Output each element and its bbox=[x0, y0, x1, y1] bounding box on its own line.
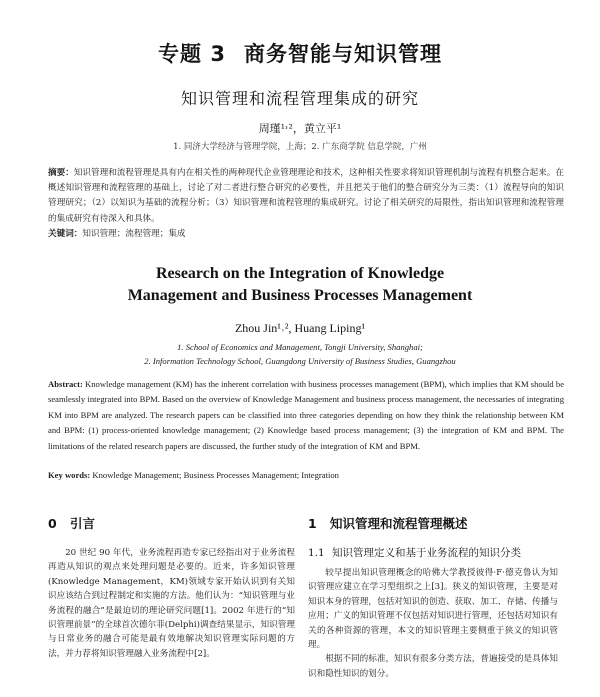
section-1-heading bbox=[308, 514, 558, 532]
section-0-heading bbox=[48, 514, 295, 532]
chinese-keywords-label: 关键词： bbox=[48, 228, 83, 239]
english-title-line2: Management and Business Processes Management bbox=[127, 287, 473, 304]
chinese-title: 知识管理和流程管理集成的研究 bbox=[180, 89, 419, 108]
english-abstract-text: Knowledge management (KM) has the inherent correlation with business processes management (BPM), which implies that KM should be seamlessly integrated into BPM. Based on the overview of Knowledge Management and business process management, the necessaries of integrating KM into BPM are analyzed. The research papers can be classified into three categories depending on how they think the relationship between KM and BPM: (1) process-oriented knowledge management; (2) Knowledge based process management; (3) the integration of KM and BPM. The limitations of the related research papers are discussed, the further study of the integration of KM and BPM. bbox=[48, 379, 565, 451]
english-title-line1: Research on the Integration of Knowledge bbox=[155, 265, 445, 282]
section-1-1-paragraph-2: 根据不同的标准，知识有很多分类方法，普遍接受的是具体知识和隐性知识的划分。 bbox=[308, 654, 558, 679]
chinese-abstract bbox=[48, 166, 564, 242]
english-authors: Zhou Jin¹˒², Huang Liping¹ bbox=[234, 321, 366, 335]
english-affiliations bbox=[0, 340, 600, 368]
chinese-abstract-label: 摘要： bbox=[48, 168, 74, 178]
section-1-1-title: 知识管理定义和基于业务流程的知识分类 bbox=[332, 547, 521, 559]
chinese-keywords: 知识管理；流程管理；集成 bbox=[82, 228, 186, 239]
english-abstract-label: Abstract: bbox=[48, 379, 83, 389]
chinese-affiliations: 1. 同济大学经济与管理学院，上海；2. 广东商学院 信息学院，广州 bbox=[173, 142, 427, 152]
english-keywords bbox=[48, 470, 564, 480]
section-0-paragraph: 20 世纪 90 年代，业务流程再造专家已经指出对于业务流程再造从知识的观点来处理问题是必要的。近来，许多知识管理(Knowledge Management，KM)领域专家开始认识到有关知识应该结合到过程制定和实施的方法。他们认为：“知识管理与业务流程的融合”是最迫切的理论研究问题[1]。2002 年进行的“知识管理前景”的全球首次德尔菲(Delphi)调查结果显示，知识管理与日常业务的融合可能是最有效地解决知识管理实际问题的方法，并力荐将知识管理融入业务流程中[2]。 bbox=[48, 548, 295, 659]
section-0-number: 0 bbox=[48, 516, 57, 531]
topic-heading bbox=[0, 38, 600, 68]
section-1-1-paragraph: 较早提出知识管理概念的哈佛大学教授彼得·F·德克鲁认为知识管理应建立在学习型组织之上[3]。狭义的知识管理，主要是对知识本身的管理，包括对知识的创造、获取、加工、存储、传播与应用；广义的知识管理不仅包括对知识进行管理，还包括对知识有关的各种资源的管理，本文的知识管理主要侧重于狭义的知识管理。 bbox=[308, 568, 558, 651]
topic-title: 商务智能与知识管理 bbox=[243, 42, 442, 66]
section-1-1-number: 1.1 bbox=[308, 547, 325, 559]
topic-number: 专题 3 bbox=[158, 42, 226, 66]
left-column bbox=[48, 514, 295, 661]
english-affiliation-2: 2. Information Technology School, Guangdong University of Business Studies, Guangzhou bbox=[144, 356, 456, 366]
chinese-authors: 周瑾¹˒²，黄立平¹ bbox=[258, 122, 342, 135]
english-keywords-label: Key words: bbox=[48, 470, 91, 480]
english-affiliation-1: 1. School of Economics and Management, Tongji University, Shanghai; bbox=[177, 342, 423, 352]
english-abstract bbox=[48, 377, 564, 454]
english-title bbox=[0, 263, 600, 307]
section-1-1-heading bbox=[308, 545, 558, 562]
section-0-title: 引言 bbox=[70, 516, 96, 531]
section-1-number: 1 bbox=[308, 516, 317, 531]
section-1-title: 知识管理和流程管理概述 bbox=[330, 516, 468, 531]
english-keywords-text: Knowledge Management; Business Processes Management; Integration bbox=[92, 470, 339, 480]
right-column bbox=[308, 514, 558, 681]
chinese-abstract-text: 知识管理和流程管理是具有内在相关性的两种现代企业管理理论和技术，这种相关性要求将知识管理机制与流程有机整合起来。在概述知识管理和流程管理的基础上，讨论了对二者进行整合研究的必要性，并且把关于他们的整合研究分为三类：（1）流程导向的知识管理研究；（2）以知识为基础的流程分析；（3）知识管理和流程管理的集成研究。讨论了相关研究的局限性，指出知识管理和流程管理的集成研究有待深入和具体。 bbox=[48, 168, 564, 224]
